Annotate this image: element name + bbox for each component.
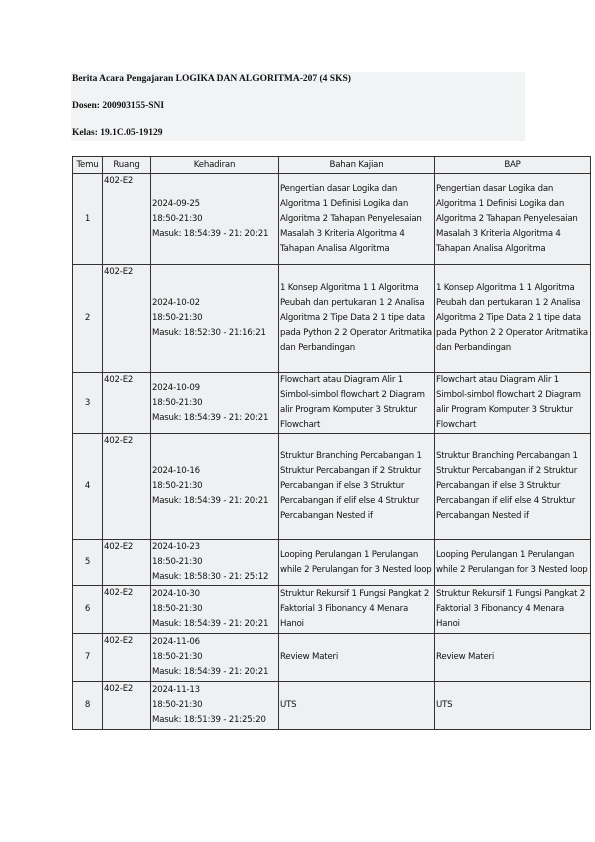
kehadiran-jam: 18:50-21:30 (152, 481, 203, 491)
kehadiran-tanggal: 2024-10-09 (152, 382, 200, 393)
temu-cell: 3 (73, 373, 103, 434)
bap-cell: Struktur Rekursif 1 Fungsi Pangkat 2 Faktorial 3 Fibonancy 4 Menara Hanoi (435, 586, 591, 634)
kehadiran-jam: 18:50-21:30 (152, 700, 203, 710)
ruang-cell: 402-E2 (103, 434, 151, 540)
ruang-cell: 402-E2 (103, 174, 151, 265)
kehadiran-tanggal: 2024-10-30 (152, 589, 200, 599)
kehadiran-cell (151, 373, 279, 434)
kehadiran-tanggal: 2024-11-13 (152, 685, 200, 695)
table-row (73, 174, 591, 265)
table-row (73, 434, 591, 540)
temu-cell: 2 (73, 265, 103, 373)
temu-cell: 4 (73, 434, 103, 540)
kehadiran-cell (151, 682, 279, 730)
kehadiran-cell (151, 586, 279, 634)
bahan-kajian-cell: UTS (279, 682, 435, 730)
kehadiran-jam: 18:50-21:30 (152, 652, 203, 662)
temu-cell: 6 (73, 586, 103, 634)
kehadiran-jam: 18:50-21:30 (152, 604, 203, 614)
bahan-kajian-cell: Struktur Branching Percabangan 1 Struktur Percabangan if 2 Struktur Percabangan if else 3 Struktur Percabangan if elif else 4 Struktur Percabangan Nested if (279, 434, 435, 540)
kehadiran-masuk: Masuk: 18:54:39 - 21: 20:21 (152, 619, 269, 629)
kehadiran-tanggal: 2024-10-02 (152, 298, 200, 308)
table-header-row (73, 157, 591, 174)
ruang-cell: 402-E2 (103, 682, 151, 730)
ruang-cell: 402-E2 (103, 373, 151, 434)
document-title: Berita Acara Pengajaran LOGIKA DAN ALGORITMA-207 (4 SKS) (72, 74, 351, 84)
kehadiran-cell (151, 174, 279, 265)
table-row (73, 373, 591, 434)
bap-cell: Flowchart atau Diagram Alir 1 Simbol-simbol flowchart 2 Diagram alir Program Komputer 3 Struktur Flowchart (435, 373, 591, 434)
table-row (73, 265, 591, 373)
column-header-ruang: Ruang (103, 157, 151, 174)
dosen-line: Dosen: 200903155-SNI (72, 101, 165, 111)
kehadiran-jam: 18:50-21:30 (152, 313, 203, 323)
kehadiran-masuk: Masuk: 18:54:39 - 21: 20:21 (152, 412, 269, 423)
kelas-line: Kelas: 19.1C.05-19129 (72, 128, 163, 138)
kehadiran-cell (151, 634, 279, 682)
kehadiran-tanggal: 2024-10-23 (152, 542, 200, 552)
bap-cell: 1 Konsep Algoritma 1 1 Algoritma Peubah dan pertukaran 1 2 Analisa Algoritma 2 Tipe Data 2 1 tipe data pada Python 2 2 Operator Aritmatika dan Perbandingan (435, 265, 591, 373)
table-row (73, 540, 591, 586)
attendance-table (72, 156, 591, 730)
temu-cell: 7 (73, 634, 103, 682)
table-row (73, 634, 591, 682)
kehadiran-masuk: Masuk: 18:54:39 - 21: 20:21 (152, 228, 269, 239)
kehadiran-masuk: Masuk: 18:54:39 - 21: 20:21 (152, 667, 269, 677)
ruang-cell: 402-E2 (103, 265, 151, 373)
temu-cell: 5 (73, 540, 103, 586)
bahan-kajian-cell: Review Materi (279, 634, 435, 682)
column-header-bap: BAP (435, 157, 591, 174)
ruang-cell: 402-E2 (103, 540, 151, 586)
kehadiran-masuk: Masuk: 18:51:39 - 21:25:20 (152, 715, 266, 725)
bahan-kajian-cell: Struktur Rekursif 1 Fungsi Pangkat 2 Faktorial 3 Fibonancy 4 Menara Hanoi (279, 586, 435, 634)
kehadiran-masuk: Masuk: 18:58:30 - 21: 25:12 (152, 572, 269, 582)
kehadiran-tanggal: 2024-09-25 (152, 198, 200, 209)
kehadiran-cell (151, 434, 279, 540)
table-row (73, 682, 591, 730)
kehadiran-cell (151, 540, 279, 586)
table-row (73, 586, 591, 634)
kehadiran-masuk: Masuk: 18:54:39 - 21: 20:21 (152, 496, 269, 506)
kehadiran-jam: 18:50-21:30 (152, 557, 203, 567)
column-header-temu: Temu (73, 157, 103, 174)
bap-cell: Struktur Branching Percabangan 1 Struktur Percabangan if 2 Struktur Percabangan if else 3 Struktur Percabangan if elif else 4 Struktur Percabangan Nested if (435, 434, 591, 540)
kehadiran-tanggal: 2024-11-06 (152, 637, 200, 647)
bahan-kajian-cell: 1 Konsep Algoritma 1 1 Algoritma Peubah dan pertukaran 1 2 Analisa Algoritma 2 Tipe Data 2 1 tipe data pada Python 2 2 Operator Aritmatika dan Perbandingan (279, 265, 435, 373)
bap-cell: Looping Perulangan 1 Perulangan while 2 Perulangan for 3 Nested loop (435, 540, 591, 586)
bahan-kajian-cell: Looping Perulangan 1 Perulangan while 2 Perulangan for 3 Nested loop (279, 540, 435, 586)
bap-cell: UTS (435, 682, 591, 730)
bap-cell: Pengertian dasar Logika dan Algoritma 1 Definisi Logika dan Algoritma 2 Tahapan Penyelesaian Masalah 3 Kriteria Algoritma 4 Tahapan Analisa Algoritma (435, 174, 591, 265)
column-header-kehadiran: Kehadiran (151, 157, 279, 174)
ruang-cell: 402-E2 (103, 586, 151, 634)
kehadiran-tanggal: 2024-10-16 (152, 466, 200, 476)
kehadiran-jam: 18:50-21:30 (152, 213, 203, 224)
ruang-cell: 402-E2 (103, 634, 151, 682)
kehadiran-masuk: Masuk: 18:52:30 - 21:16:21 (152, 328, 266, 338)
temu-cell: 1 (73, 174, 103, 265)
column-header-bahan-kajian: Bahan Kajian (279, 157, 435, 174)
temu-cell: 8 (73, 682, 103, 730)
bahan-kajian-cell: Pengertian dasar Logika dan Algoritma 1 Definisi Logika dan Algoritma 2 Tahapan Penyelesaian Masalah 3 Kriteria Algoritma 4 Tahapan Analisa Algoritma (279, 174, 435, 265)
bap-cell: Review Materi (435, 634, 591, 682)
kehadiran-cell (151, 265, 279, 373)
kehadiran-jam: 18:50-21:30 (152, 397, 203, 408)
bahan-kajian-cell: Flowchart atau Diagram Alir 1 Simbol-simbol flowchart 2 Diagram alir Program Komputer 3 Struktur Flowchart (279, 373, 435, 434)
